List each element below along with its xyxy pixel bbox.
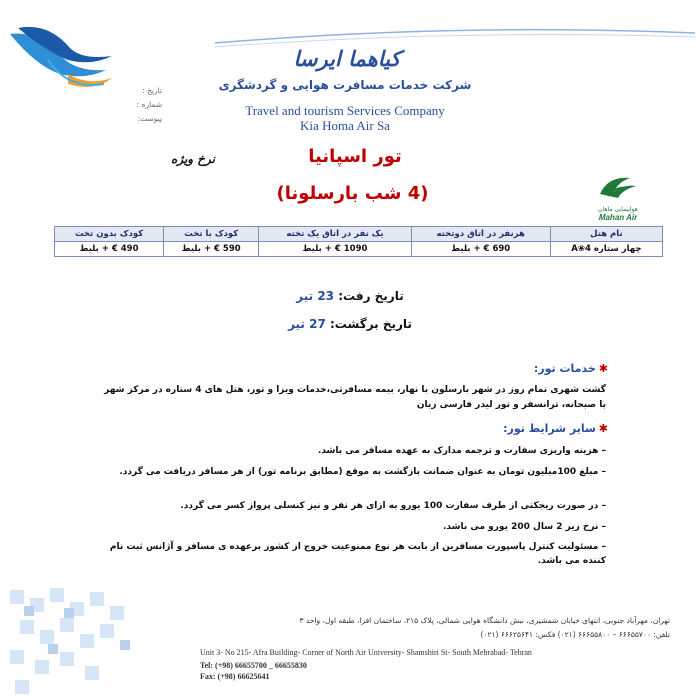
meta-attachment-label: پیوست: <box>137 114 162 123</box>
nights-subtitle: (4 شب بارسلونا) <box>276 183 429 204</box>
services-text: گشت شهری تمام روز در شهر بارسلون با نهار، بیمه مسافرتی،خدمات ویزا و تور، هتل های 4 ستاره در مرکز شهر با صبحانه، ترانسفر و تور لیدر فارسی زبان <box>104 385 606 410</box>
conditions-heading <box>503 422 608 435</box>
footer-fax: Fax: (+98) 66625641 <box>200 672 270 681</box>
meta-date <box>122 86 162 95</box>
mahan-air-en: Mahan Air <box>598 213 638 222</box>
mahan-air-logo <box>578 172 658 222</box>
meta-attachment <box>122 114 162 123</box>
services-heading <box>534 362 608 375</box>
star-bullet-icon: ✱ <box>598 362 608 375</box>
departure-label: تاریخ رفت: <box>338 289 404 303</box>
mahan-air-fa: هواپیمایی ماهان <box>598 206 638 213</box>
price-table-header <box>55 227 663 242</box>
table-row <box>55 242 663 257</box>
tour-title: تور اسپانیا <box>308 146 402 167</box>
return-value: 27 تیر <box>288 317 326 331</box>
condition-item: – مبلغ 100میلیون تومان به عنوان ضمانت بازگشت به موقع (مطابق برنامه تور) از هر مسافر دریافت می گردد. <box>119 467 606 477</box>
star-bullet-icon: ✱ <box>598 422 608 435</box>
condition-item: – مسئولیت کنترل پاسپورت مسافرین از بابت هر نوع ممنوعیت خروج از کشور برعهده ی مسافر و آژانس ثبت نام کننده می باشد. <box>109 542 606 566</box>
price-table <box>54 226 663 257</box>
header-hotel: نام هتل <box>550 227 662 242</box>
company-name-en-2: Kia Homa Air Sa <box>300 118 390 133</box>
mahan-air-emblem-icon <box>578 172 658 202</box>
return-label: تاریخ برگشت: <box>330 317 412 331</box>
cell-child-nobed: 490 € + بلیط <box>55 242 164 257</box>
company-name-en: Travel and tourism Services Company <box>245 103 445 118</box>
cell-double: 690 € + بلیط <box>411 242 550 257</box>
cell-child-bed: 590 € + بلیط <box>164 242 259 257</box>
meta-number-label: شماره : <box>136 100 162 109</box>
footer-tel: Tel: (+98) 66655700 _ 66655830 <box>200 661 307 670</box>
condition-item: – در صورت ریجکتی از طرف سفارت 100 یورو به ازای هر نفر و نیز کنسلی پرواز کسر می گردد. <box>180 501 606 511</box>
return-date <box>200 317 500 331</box>
cell-hotel: چهار ستاره A❀4 <box>550 242 662 257</box>
header-child-nobed: کودک بدون تخت <box>55 227 164 242</box>
services-title: خدمات تور: <box>533 362 596 375</box>
header-double: هرنفر در اتاق دوتخته <box>411 227 550 242</box>
footer-address-fa: تهران، مهرآباد جنوبی، انتهای خیابان شمشیری، نبش دانشگاه هوایی شمالی، پلاک ۲۱۵، ساختمان افرا، طبقه اول، واحد ۳ <box>299 616 670 625</box>
header-single: یک نفر در اتاق یک تخته <box>259 227 411 242</box>
condition-item: – نرخ زیر 2 سال 200 یورو می باشد. <box>442 522 606 532</box>
brand-script-logo: کیاهما ایرسا <box>293 46 401 71</box>
meta-date-label: تاریخ : <box>142 86 162 95</box>
departure-value: 23 تیر <box>296 289 335 303</box>
conditions-title: سایر شرایط تور: <box>503 422 596 435</box>
header-child-bed: کودک با تخت <box>164 227 259 242</box>
decorative-squares <box>0 580 200 700</box>
company-name-fa: شرکت خدمات مسافرت هوایی و گردشگری <box>218 78 472 92</box>
footer-address-en: Unit 3- No 215- Afra Building- Corner of North Air University- Shamshiri St- South Mehrabad- Tehran <box>200 648 532 657</box>
special-rate-label: نرخ ویژه <box>171 152 215 166</box>
footer-phones-fa: تلفن: ۶۶۶۵۵۷۰۰ – ۶۶۶۵۵۸۰۰ (۰۲۱) فکس: ۶۶۶۲۵۶۴۱ (۰۲۱) <box>480 630 670 639</box>
meta-number <box>122 100 162 109</box>
company-bird-logo <box>8 20 118 92</box>
departure-date <box>200 289 500 303</box>
cell-single: 1090 € + بلیط <box>259 242 411 257</box>
condition-item: – هزینه واریزی سفارت و ترجمه مدارک به عهده مسافر می باشد. <box>317 446 606 456</box>
